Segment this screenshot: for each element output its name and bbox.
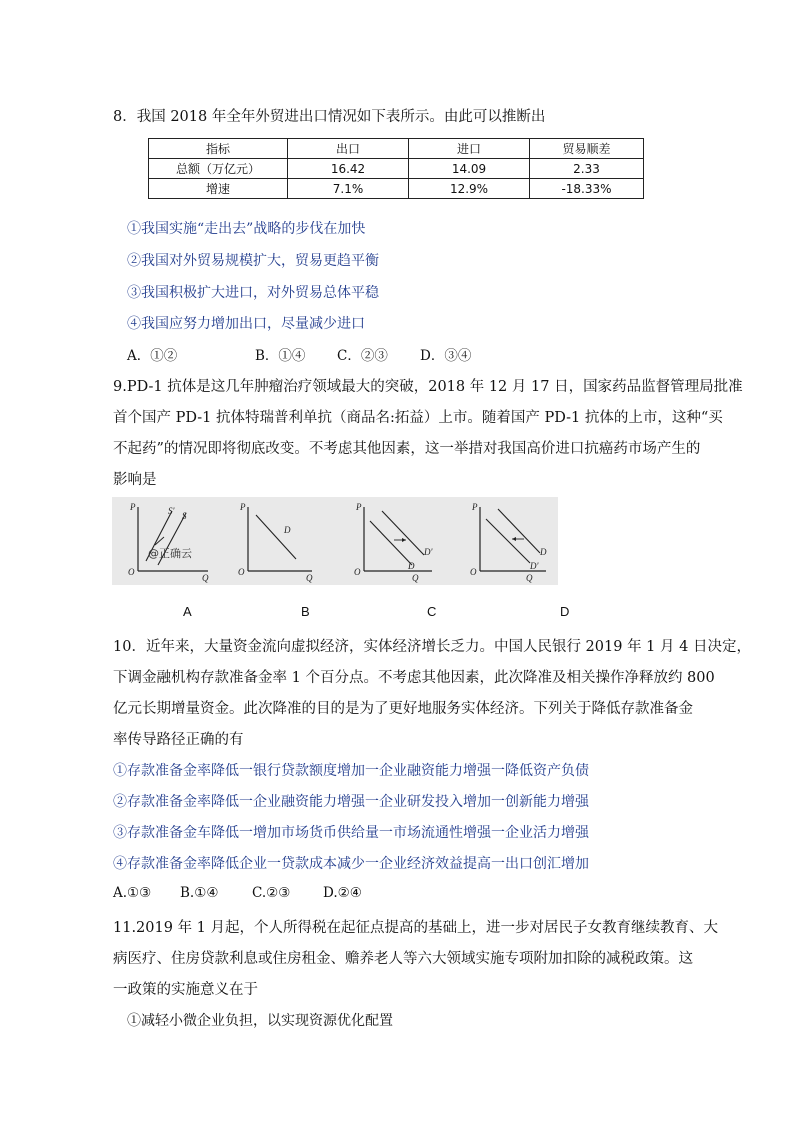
table-row: [149, 159, 644, 179]
table-cell: 12.9%: [409, 179, 530, 199]
graph-c-q-label: Q: [412, 573, 419, 583]
table-header-cell: 进口: [409, 139, 530, 159]
graph-a-curve-label: S: [182, 511, 187, 521]
table-cell: -18.33%: [530, 179, 644, 199]
q8-option-2: ②我国对外贸易规模扩大，贸易更趋平衡: [127, 253, 379, 269]
graph-label-a: A: [183, 604, 192, 619]
graph-d-q-label: Q: [526, 573, 533, 583]
q9-line-2: 首个国产 PD-1 抗体特瑞普利单抗（商品名:拓益）上市。随着国产 PD-1 抗体的上市，这种“买: [113, 410, 723, 426]
watermark-text: @正确云: [148, 547, 192, 560]
table-row: [149, 179, 644, 199]
supply-demand-graphs: [112, 497, 558, 585]
graph-b-p-label: P: [240, 502, 246, 512]
graph-d-curve-label: D': [530, 561, 539, 571]
graph-c-origin-label: O: [354, 567, 361, 577]
graph-a-curve-label: S': [168, 506, 175, 516]
graph-d-origin-label: O: [470, 567, 477, 577]
graph-c-p-label: P: [356, 502, 362, 512]
graph-d-curve-label: D: [540, 547, 547, 557]
graph-a: [128, 502, 209, 583]
q8-option-3: ③我国积极扩大进口，对外贸易总体平稳: [127, 285, 379, 301]
graph-a-p-label: P: [130, 502, 136, 512]
q8-stem: 8．我国 2018 年全年外贸进出口情况如下表所示。由此可以推断出: [113, 109, 546, 125]
graph-b-q-label: Q: [306, 573, 313, 583]
table-cell: 增速: [149, 179, 288, 199]
q11-line-2: 病医疗、住房贷款利息或住房租金、赡养老人等六大领域实施专项附加扣除的减税政策。这: [113, 951, 693, 967]
graph-b: [238, 502, 313, 583]
q10-line-1: 10．近年来，大量资金流向虚拟经济，实体经济增长乏力。中国人民银行 2019 年 1 月 4 日决定，: [113, 639, 751, 655]
q10-line-4: 率传导路径正确的有: [113, 732, 244, 748]
table-cell: 14.09: [409, 159, 530, 179]
q10-option-4: ④存款准备金率降低企业一贷款成本减少一企业经济效益提高一出口创汇增加: [113, 856, 589, 872]
q9-line-4: 影响是: [113, 472, 157, 488]
table-cell: 2.33: [530, 159, 644, 179]
table-header-cell: 贸易顺差: [530, 139, 644, 159]
table-cell: 7.1%: [288, 179, 409, 199]
graph-c-curve-label: D': [424, 547, 433, 557]
q10-line-2: 下调金融机构存款准备金率 1 个百分点。不考虑其他因素，此次降准及相关操作净释放约 800: [113, 670, 715, 686]
q10-choice-b: B.①④: [180, 885, 219, 901]
q10-line-3: 亿元长期增量资金。此次降准的目的是为了更好地服务实体经济。下列关于降低存款准备金: [113, 701, 693, 717]
q10-choice-c: C.②③: [252, 885, 291, 901]
trade-table: [148, 138, 644, 199]
q8-choice-b: B．①④: [255, 348, 306, 364]
graph-b-curve-label: D: [284, 525, 291, 535]
q11-option-1: ①减轻小微企业负担，以实现资源优化配置: [127, 1013, 393, 1029]
q8-choice-c: C．②③: [337, 348, 388, 364]
graph-d: [470, 502, 547, 583]
graph-b-origin-label: O: [238, 567, 245, 577]
graph-a-q-label: Q: [202, 573, 209, 583]
q10-choice-a: A.①③: [113, 885, 152, 901]
table-header-cell: 出口: [288, 139, 409, 159]
q8-choice-a: A．①②: [127, 348, 178, 364]
q8-option-4: ④我国应努力增加出口，尽量减少进口: [127, 316, 365, 332]
q10-option-1: ①存款准备金率降低一银行贷款额度增加一企业融资能力增强一降低资产负债: [113, 763, 589, 779]
graph-d-p-label: P: [472, 502, 478, 512]
q9-line-3: 不起药”的情况即将彻底改变。不考虑其他因素，这一举措对我国高价进口抗癌药市场产生的: [113, 441, 701, 457]
q9-graphs-figure: [112, 497, 558, 585]
graph-c-curve-label: D: [408, 561, 415, 571]
q10-option-3: ③存款准备金车降低一增加市场货币供给量一市场流通性增强一企业活力增强: [113, 825, 589, 841]
graph-label-b: B: [301, 604, 310, 619]
q9-line-1: 9.PD-1 抗体是这几年肿瘤治疗领域最大的突破，2018 年 12 月 17 日，国家药品监督管理局批准: [113, 379, 743, 395]
table-header-row: [149, 139, 644, 159]
q10-choice-d: D.②④: [323, 885, 362, 901]
q10-option-2: ②存款准备金率降低一企业融资能力增强一企业研发投入增加一创新能力增强: [113, 794, 589, 810]
q11-line-1: 11.2019 年 1 月起，个人所得税在起征点提高的基础上，进一步对居民子女教育继续教育、大: [113, 920, 719, 936]
table-cell: 16.42: [288, 159, 409, 179]
table-header-cell: 指标: [149, 139, 288, 159]
graph-c: [354, 502, 433, 583]
q8-choice-d: D．③④: [420, 348, 472, 364]
graph-a-origin-label: O: [128, 567, 135, 577]
table-cell: 总额（万亿元）: [149, 159, 288, 179]
graph-label-d: D: [560, 604, 570, 619]
graph-label-c: C: [427, 604, 437, 619]
q8-option-1: ①我国实施“走出去”战略的步伐在加快: [127, 221, 366, 237]
q11-line-3: 一政策的实施意义在于: [113, 982, 258, 998]
